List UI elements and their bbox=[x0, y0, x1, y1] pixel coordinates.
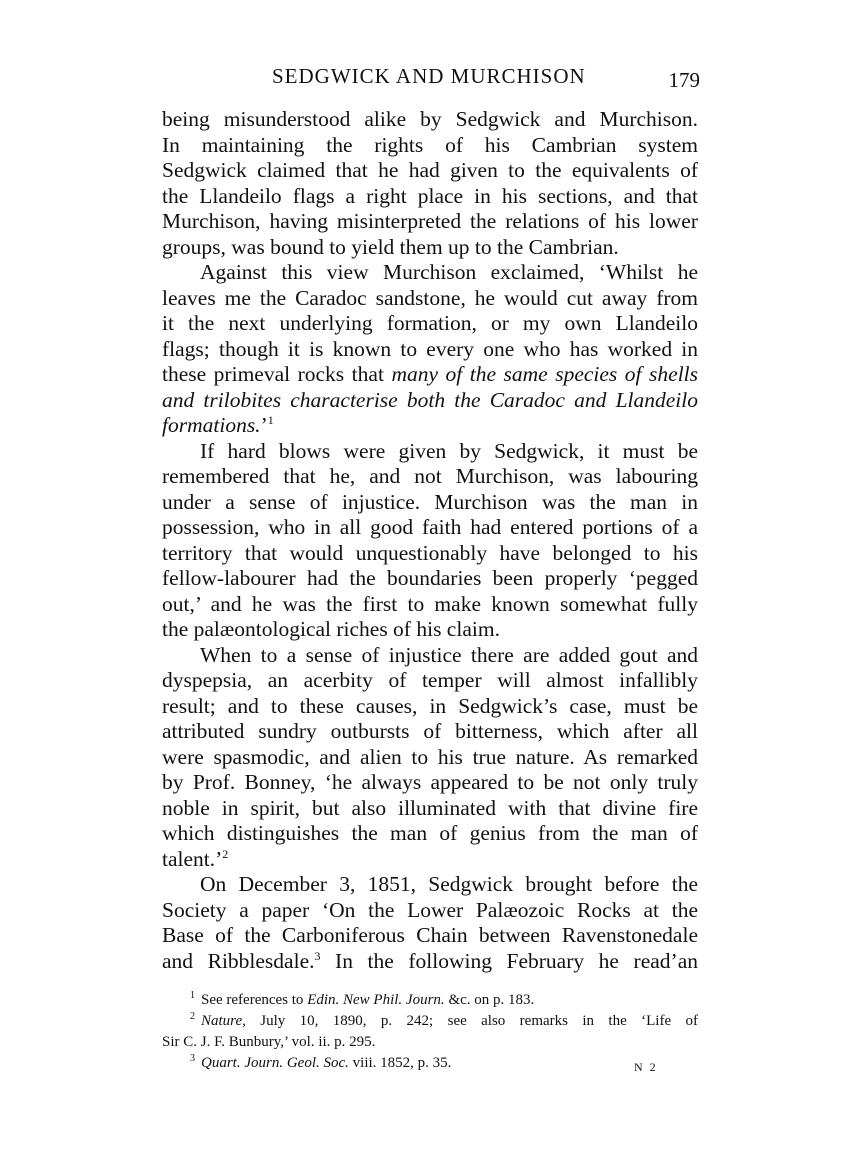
footnote-mark: 1 bbox=[190, 990, 195, 1001]
text-line bbox=[162, 362, 698, 388]
text-line bbox=[162, 847, 698, 873]
text-line: Murchison, having misinterpreted the relations of his lower bbox=[162, 209, 698, 233]
footnote bbox=[162, 1011, 698, 1032]
footnote-mark: 2 bbox=[190, 1011, 195, 1022]
page-number: 179 bbox=[668, 68, 700, 92]
footnote-ref[interactable]: 2 bbox=[222, 846, 229, 861]
text-run: and Ribblesdale. bbox=[162, 948, 315, 973]
paragraph bbox=[162, 260, 698, 439]
text-run: these primeval rocks that bbox=[162, 362, 392, 386]
footnote bbox=[162, 1053, 698, 1074]
text-line: being misunderstood alike by Sedgwick and Murchison. bbox=[162, 107, 698, 131]
text-run: July 10, 1890, p. 242; see also remarks in the ‘Life of bbox=[245, 1013, 698, 1029]
text-run: &c. on p. 183. bbox=[444, 992, 535, 1008]
footnote-ref[interactable]: 1 bbox=[267, 412, 274, 427]
text-line: under a sense of injustice. Murchison was the man in bbox=[162, 489, 698, 514]
italic-text: many of the same species of shells bbox=[391, 362, 699, 386]
text-run: ’ bbox=[260, 413, 268, 437]
text-run: viii. 1852, p. 35. bbox=[348, 1055, 452, 1071]
text-line: dyspepsia, an acerbity of temper will almost infallibly bbox=[162, 668, 698, 692]
italic-text: Edin. New Phil. Journ. bbox=[307, 992, 445, 1008]
text-line bbox=[162, 388, 698, 414]
text-line: In maintaining the rights of his Cambrian system bbox=[162, 132, 698, 157]
footnotes bbox=[162, 990, 698, 1074]
text-line: it the next underlying formation, or my own Llandeilo bbox=[162, 311, 698, 335]
text-line: attributed sundry outbursts of bitterness, which after all bbox=[162, 719, 698, 743]
text-line: leaves me the Caradoc sandstone, he would cut away from bbox=[162, 285, 698, 310]
text-line: territory that would unquestionably have belonged to his bbox=[162, 540, 698, 565]
text-line: out,’ and he was the first to make known somewhat fully bbox=[162, 591, 698, 616]
text-line bbox=[162, 949, 698, 975]
italic-text: Nature, bbox=[201, 1013, 246, 1029]
italic-text: Quart. Journ. Geol. Soc. bbox=[201, 1055, 349, 1071]
text-line bbox=[162, 413, 698, 439]
running-title: SEDGWICK AND MURCHISON bbox=[272, 64, 586, 88]
text-line: noble in spirit, but also illuminated with that divine fire bbox=[162, 795, 698, 820]
text-line: Against this view Murchison exclaimed, ‘Whilst he bbox=[200, 260, 698, 284]
text-line: Base of the Carboniferous Chain between Ravenstonedale bbox=[162, 923, 698, 947]
italic-text: formations. bbox=[162, 413, 261, 437]
body-text bbox=[162, 107, 698, 974]
running-head bbox=[150, 64, 710, 98]
signature-mark: N 2 bbox=[634, 1060, 658, 1074]
text-line: If hard blows were given by Sedgwick, it must be bbox=[200, 438, 698, 463]
text-line: flags; though it is known to every one who has worked in bbox=[162, 336, 698, 361]
paragraph bbox=[162, 439, 698, 643]
text-line: which distinguishes the man of genius from the man of bbox=[162, 821, 698, 845]
text-run: See references to bbox=[201, 992, 308, 1008]
footnote-ref[interactable]: 3 bbox=[314, 948, 321, 963]
text-line: On December 3, 1851, Sedgwick brought before the bbox=[200, 872, 698, 896]
text-line: by Prof. Bonney, ‘he always appeared to be not only truly bbox=[162, 770, 698, 794]
text-line: the palæontological riches of his claim. bbox=[162, 617, 500, 641]
text-line: result; and to these causes, in Sedgwick’s case, must be bbox=[162, 693, 698, 718]
text-line: remembered that he, and not Murchison, was labouring bbox=[162, 464, 698, 488]
paragraph bbox=[162, 872, 698, 974]
text-line: were spasmodic, and alien to his true nature. As remarked bbox=[162, 744, 698, 769]
footnote bbox=[162, 990, 698, 1011]
paragraph bbox=[162, 643, 698, 873]
text-line: Sedgwick claimed that he had given to the equivalents of bbox=[162, 158, 698, 182]
text-line: fellow-labourer had the boundaries been properly ‘pegged bbox=[162, 566, 698, 590]
text-line: Society a paper ‘On the Lower Palæozoic Rocks at the bbox=[162, 897, 698, 922]
text-line: When to a sense of injustice there are added gout and bbox=[200, 642, 698, 667]
text-line: possession, who in all good faith had entered portions of a bbox=[162, 515, 698, 539]
text-run: In the following February he read’an bbox=[320, 948, 698, 973]
footnote-continuation: Sir C. J. F. Bunbury,’ vol. ii. p. 295. bbox=[162, 1034, 376, 1050]
text-line: the Llandeilo flags a right place in his sections, and that bbox=[162, 183, 698, 208]
text-run: talent.’ bbox=[162, 846, 223, 871]
text-line: groups, was bound to yield them up to the Cambrian. bbox=[162, 234, 619, 259]
footnote-mark: 3 bbox=[190, 1053, 195, 1064]
paragraph bbox=[162, 107, 698, 260]
italic-text: and trilobites characterise both the Caradoc and Llandeilo bbox=[162, 387, 698, 412]
